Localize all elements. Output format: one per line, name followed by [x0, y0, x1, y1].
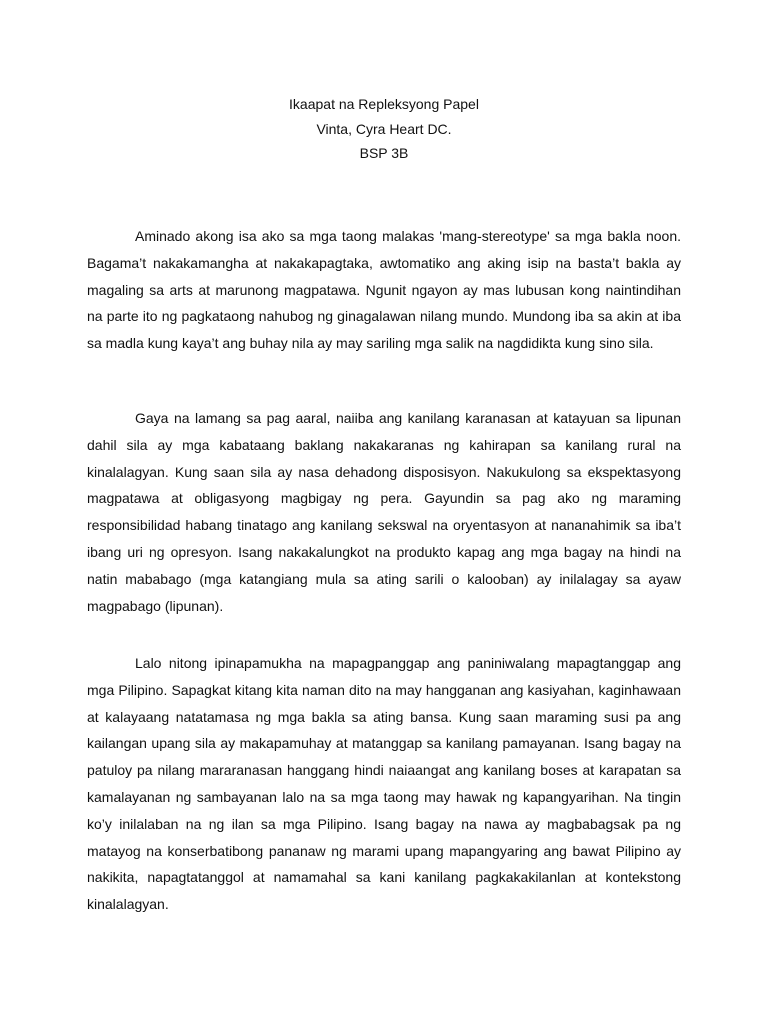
author-name: Vinta, Cyra Heart DC.: [316, 120, 452, 137]
paragraph-3: Lalo nitong ipinapamukha na mapagpanggap ang paniniwalang mapagtanggap ang mga Pilipino. Sapagkat kitang kita naman dito na may hangganan ang kasiyahan, kaginhawaan at kalayaang natatamasa ng mga bakla sa ating bansa. Kung saan maraming susi pa ang kailangan upang sila ay makapamuhay at matanggap sa kanilang pamayanan. Isang bagay na patuloy pa nilang mararanasan hanggang hindi naiaangat ang kanilang boses at karapatan sa kamalayanan ng sambayanan lalo na sa mga taong may hawak ng kapangyarihan. Na tingin ko’y inilalaban na ng ilan sa mga Pilipino. Isang bagay na nawa ay magbabagsak pa ng matayog na konserbatibong pananaw ng marami upang mapangyaring ang bawat Pilipino ay nakikita, napagtatanggol at namamahal sa kani kanilang pagkakakilanlan at kontekstong kinalalagyan.: [87, 655, 681, 913]
document-title: Ikaapat na Repleksyong Papel: [289, 96, 479, 112]
document-header: [0, 92, 768, 166]
paragraph-1: Aminado akong isa ako sa mga taong malakas 'mang-stereotype' sa mga bakla noon. Bagama’t nakakamangha at nakakapagtaka, awtomatiko ang aking isip na basta’t bakla ay magaling sa arts at marunong magpatawa. Ngunit ngayon ay mas lubusan kong naintindihan na parte ito ng pagkataong nahubog ng ginagalawan nilang mundo. Mundong iba sa akin at iba sa madla kung kaya’t ang buhay nila ay may sariling mga salik na nagdidikta kung sino sila.: [87, 228, 681, 352]
paragraph-2: Gaya na lamang sa pag aaral, naiiba ang kanilang karanasan at katayuan sa lipunan dahil sila ay mga kabataang baklang nakakaranas ng kahirapan sa kanilang rural na kinalalagyan. Kung saan sila ay nasa dehadong disposisyon. Nakukulong sa ekspektasyong magpatawa at obligasyong magbigay ng pera. Gayundin sa pag ako ng maraming responsibilidad habang tinatago ang kanilang sekswal na oryentasyon at nananahimik sa iba’t ibang uri ng opresyon. Isang nakakalungkot na produkto kapag ang mga bagay na hindi na natin mababago (mga katangiang mula sa ating sarili o kalooban) ay inilalagay sa ayaw magpabago (lipunan).: [87, 410, 681, 614]
class-section: BSP 3B: [359, 145, 409, 161]
